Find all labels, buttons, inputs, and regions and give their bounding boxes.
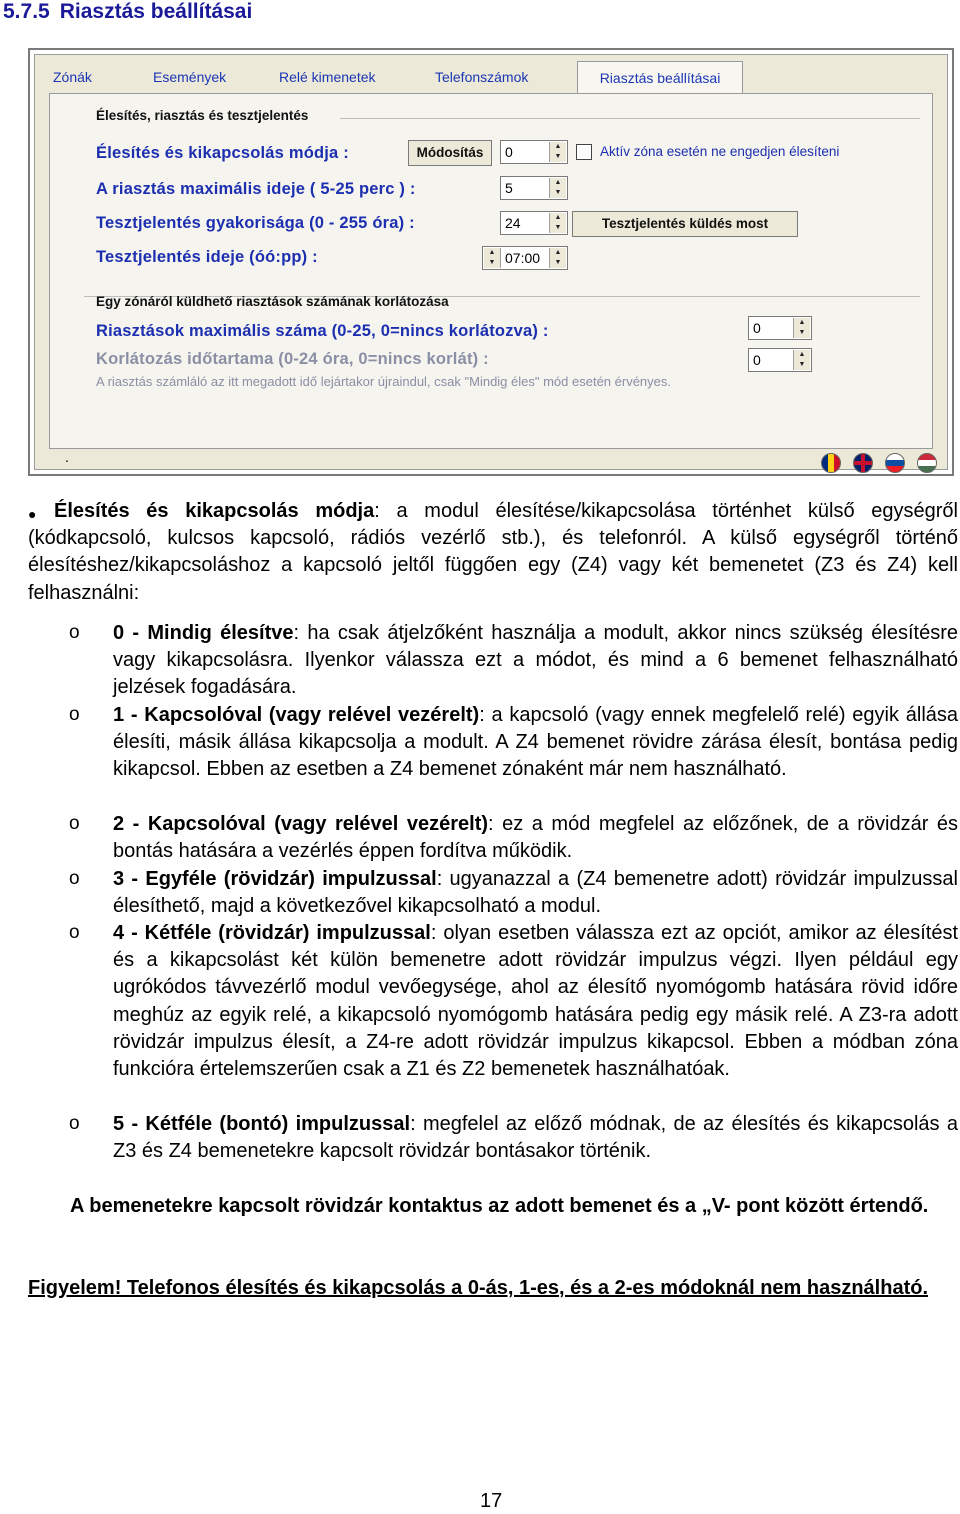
list-bullet-icon: o	[69, 922, 80, 943]
alarm-settings-panel	[49, 93, 933, 449]
limit-duration-value: 0	[753, 352, 761, 368]
spinner-arrows-icon[interactable]: ▲ ▼	[793, 318, 810, 338]
test-report-time-spinner[interactable]	[482, 246, 568, 270]
max-alarms-label: Riasztások maximális száma (0-25, 0=nincs korlátozva) :	[96, 322, 549, 340]
tab-alarm-settings[interactable]: Riasztás beállításai	[577, 61, 743, 94]
status-text: .	[65, 449, 69, 465]
list-bullet-icon: o	[69, 868, 80, 889]
arming-mode-paragraph	[28, 498, 958, 607]
list-item	[113, 620, 958, 702]
list-bullet-icon: o	[69, 813, 80, 834]
active-zone-checkbox[interactable]	[576, 144, 592, 160]
max-alarm-time-spinner[interactable]	[500, 176, 568, 200]
test-report-time-label: Tesztjelentés ideje (óó:pp) :	[96, 248, 318, 266]
section-title: Riasztás beállításai	[59, 0, 253, 23]
mode-5-text: : megfelel az előző módnak, de az élesítés és kikapcsolás a Z3 és Z4 bemenetekre kapcsolt rövidzár bontásakor történik.	[113, 1113, 958, 1163]
list-item	[113, 866, 958, 920]
mode-2-text: : ez a mód megfelel az előzőnek, de a rövidzár és bontás hatására a vezérlés éppen fordítva működik.	[113, 813, 959, 863]
arming-mode-text: : a modul élesítése/kikapcsolása történhet külső egységről (kódkapcsoló, kulcsos kapcsoló, rádiós vezérlő stb.), és telefonról. A külső egységről történő élesítéshez/kikapcsoláshoz a kapcsoló jeltől függően egy (Z4) vagy két bemenetet (Z3 és Z4) kell felhasználni:	[28, 500, 958, 604]
limit-duration-note: A riasztás számláló az itt megadott idő lejártakor újraindul, csak "Mindig éles" mód esetén érvényes.	[96, 374, 672, 389]
arming-mode-label: Élesítés és kikapcsolás módja :	[96, 144, 349, 162]
group-title-arming: Élesítés, riasztás és tesztjelentés	[96, 108, 309, 123]
mode-0-term: 0 - Mindig élesítve	[113, 622, 294, 644]
settings-window	[34, 54, 948, 470]
mode-3-text: : ugyanazzal a (Z4 bemenetre adott) rövidzár impulzussal élesíthető, majd a következővel kikapcsolható a modul.	[113, 868, 958, 918]
max-alarm-time-value: 5	[505, 180, 513, 196]
status-bar	[49, 449, 941, 473]
mode-4-text: : olyan esetben válassza ezt az opciót, amikor az élesítést és a kikapcsolást két külön bemenetre adott rövidzár impulzus végzi. Ilyen például egy ugrókódos távvezérlő modul vevőegysége, ahol az élesítő nyomógomb hatására rövid időre meghúz az egyik relé, a kikapcsoló nyomógomb hatására pedig egy másik relé. A Z3-ra adott rövidzár impulzus élesít, a Z4-re adott rövidzár impulzus kikapcsol. Ebben a módban zóna funkcióra értelemszerűen csak a Z1 és Z2 bemenetek használhatóak.	[113, 922, 959, 1081]
tab-relay-outputs[interactable]: Relé kimenetek	[279, 69, 376, 85]
spinner-arrows-icon[interactable]: ▲ ▼	[793, 350, 810, 370]
flag-sk-icon[interactable]	[885, 453, 905, 473]
mode-4-term: 4 - Kétféle (rövidzár) impulzussal	[113, 922, 431, 944]
list-bullet-icon: o	[69, 1113, 80, 1134]
mode-2-term: 2 - Kapcsolóval (vagy relével vezérelt)	[113, 813, 489, 835]
group-divider	[340, 118, 920, 119]
mode-3-term: 3 - Egyféle (rövidzár) impulzussal	[113, 868, 437, 890]
list-item	[113, 811, 958, 865]
section-heading	[3, 0, 252, 24]
flag-hu-icon[interactable]	[917, 453, 937, 473]
group-title-limit: Egy zónáról küldhető riasztások számának korlátozása	[96, 294, 449, 309]
test-report-frequency-value: 24	[505, 215, 521, 231]
flag-ro-icon[interactable]	[821, 453, 841, 473]
list-item	[113, 1111, 958, 1165]
input-note: A bemenetekre kapcsolt rövidzár kontaktus az adott bemenet és a „V- pont között értendő.	[70, 1195, 929, 1217]
active-zone-checkbox-label: Aktív zóna esetén ne engedjen élesíteni	[600, 144, 840, 159]
spinner-arrows-icon[interactable]: ▲ ▼	[549, 213, 566, 233]
test-report-frequency-spinner[interactable]	[500, 211, 568, 235]
tab-events[interactable]: Események	[153, 69, 227, 85]
flag-gb-icon[interactable]	[853, 453, 873, 473]
spinner-arrows-icon[interactable]: ▲ ▼	[549, 178, 566, 198]
tab-zones[interactable]: Zónák	[53, 69, 92, 85]
modify-button[interactable]: Módosítás	[408, 140, 492, 166]
warning-text: Figyelem! Telefonos élesítés és kikapcsolás a 0-ás, 1-es, és a 2-es módoknál nem használható.	[28, 1277, 929, 1299]
limit-duration-spinner[interactable]	[748, 348, 812, 372]
spinner-arrows-icon[interactable]: ▲ ▼	[549, 248, 566, 268]
spinner-arrows-icon[interactable]: ▲ ▼	[484, 248, 501, 268]
arming-mode-spinner[interactable]	[500, 140, 568, 164]
mode-1-text: : a kapcsoló (vagy ennek megfelelő relé) egyik állása élesíti, másik állása kikapcsolja a modult. A Z4 bemenet rövidre zárása élesít, bontása pedig kikapcsol. Ebben az esetben a Z4 bemenet zónaként már nem használható.	[113, 704, 959, 781]
mode-0-text: : ha csak átjelzőként használja a modult, akkor nincs szükség élesítésre vagy kikapcsolásra. Ilyenkor válassza ezt a módot, és mind a 6 bemenet felhasználható jelzések fogadására.	[113, 622, 958, 699]
test-report-frequency-label: Tesztjelentés gyakorisága (0 - 255 óra) :	[96, 214, 415, 232]
mode-1-term: 1 - Kapcsolóval (vagy relével vezérelt)	[113, 704, 480, 726]
list-item	[113, 702, 958, 784]
send-test-report-button[interactable]: Tesztjelentés küldés most	[572, 211, 798, 237]
max-alarms-value: 0	[753, 320, 761, 336]
max-alarms-spinner[interactable]	[748, 316, 812, 340]
mode-5-term: 5 - Kétféle (bontó) impulzussal	[113, 1113, 411, 1135]
test-report-time-value: 07:00	[505, 250, 541, 266]
tab-bar	[49, 63, 941, 93]
list-item	[113, 920, 958, 1083]
page-number: 17	[480, 1490, 503, 1512]
bullet-dot-icon: ●	[28, 506, 37, 522]
tab-phone-numbers[interactable]: Telefonszámok	[435, 69, 529, 85]
arming-mode-value: 0	[505, 144, 513, 160]
list-bullet-icon: o	[69, 704, 80, 725]
section-number: 5.7.5	[3, 0, 50, 23]
settings-screenshot	[28, 48, 954, 476]
max-alarm-time-label: A riasztás maximális ideje ( 5-25 perc ) :	[96, 180, 416, 198]
list-bullet-icon: o	[69, 622, 80, 643]
limit-duration-label: Korlátozás időtartama (0-24 óra, 0=nincs korlát) :	[96, 350, 489, 368]
spinner-arrows-icon[interactable]: ▲ ▼	[549, 142, 566, 162]
arming-mode-term: Élesítés és kikapcsolás módja	[54, 500, 375, 522]
